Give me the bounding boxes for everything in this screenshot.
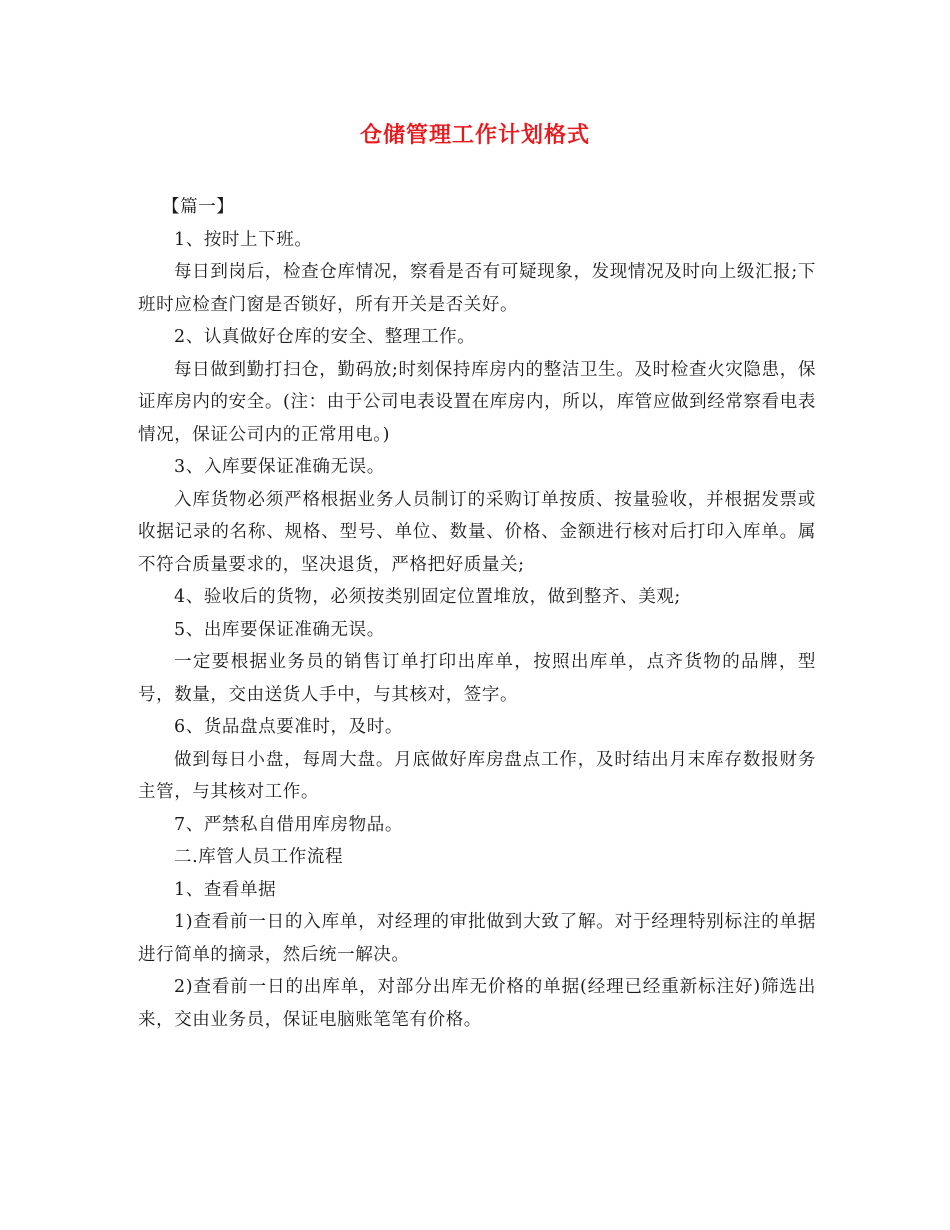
paragraph: 一定要根据业务员的销售订单打印出库单，按照出库单，点齐货物的品牌，型号，数量，交由送货人手中，与其核对，签字。 [138, 652, 816, 705]
list-item: 4、验收后的货物，必须按类别固定位置堆放，做到整齐、美观; [174, 587, 681, 607]
document-title: 仓储管理工作计划格式 [359, 122, 590, 148]
paragraph: 1)查看前一日的入库单，对经理的审批做到大致了解。对于经理特别标注的单据进行简单的摘录，然后统一解决。 [138, 912, 816, 965]
paragraph: 2)查看前一日的出库单，对部分出库无价格的单据(经理已经重新标注好)筛选出来，交由业务员，保证电脑账笔笔有价格。 [138, 977, 816, 1030]
section-heading: 【篇一】 [162, 197, 235, 217]
list-item: 1、查看单据 [174, 879, 277, 900]
paragraph: 每日做到勤打扫仓，勤码放;时刻保持库房内的整洁卫生。及时检查火灾隐患，保证库房内的安全。(注：由于公司电表设置在库房内，所以，库管应做到经常察看电表情况，保证公司内的正常用电。) [138, 359, 816, 445]
list-item: 7、严禁私自借用库房物品。 [174, 814, 403, 835]
document-body [138, 191, 816, 1036]
paragraph: 每日到岗后，检查仓库情况，察看是否有可疑现象，发现情况及时向上级汇报;下班时应检查门窗是否锁好，所有开关是否关好。 [138, 262, 816, 315]
list-item: 6、货品盘点要准时，及时。 [174, 717, 403, 737]
list-item: 3、入库要保证准确无误。 [174, 457, 385, 477]
list-item: 1、按时上下班。 [174, 229, 313, 250]
list-item: 5、出库要保证准确无误。 [174, 619, 385, 640]
list-item: 2、认真做好仓库的安全、整理工作。 [174, 327, 476, 347]
paragraph: 入库货物必须严格根据业务人员制订的采购订单按质、按量验收，并根据发票或收据记录的名称、规格、型号、单位、数量、价格、金额进行核对后打印入库单。属不符合质量要求的，坚决退货，严格把好质量关; [138, 489, 816, 575]
section-heading: 二.库管人员工作流程 [174, 847, 344, 867]
paragraph: 做到每日小盘，每周大盘。月底做好库房盘点工作，及时结出月末库存数报财务主管，与其核对工作。 [138, 749, 816, 802]
